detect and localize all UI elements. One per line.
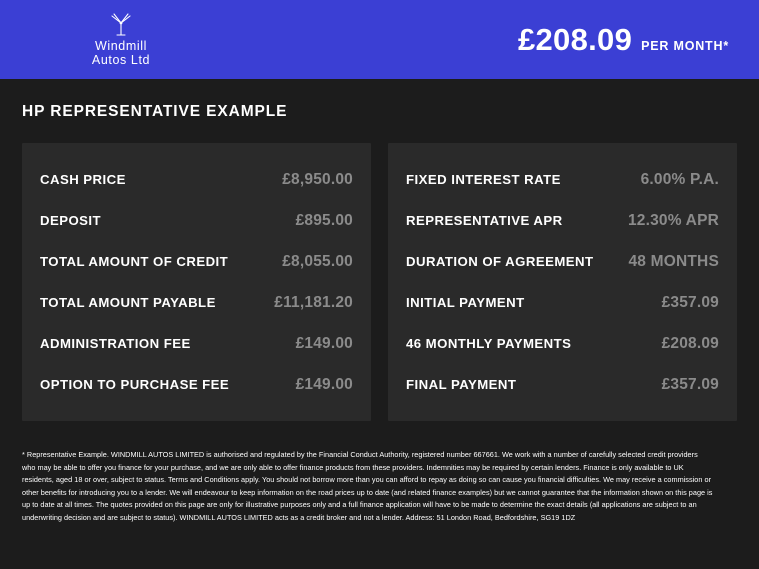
table-row [40,200,353,241]
right-details-panel [388,143,737,421]
row-value: 48 MONTHS [628,252,719,270]
row-value: £357.09 [661,375,719,393]
row-label: REPRESENTATIVE APR [406,212,563,228]
row-label: TOTAL AMOUNT PAYABLE [40,294,216,310]
row-value: 12.30% APR [627,211,719,229]
table-row [40,241,353,282]
left-details-panel [22,143,371,421]
disclaimer-text: * Representative Example. WINDMILL AUTOS LIMITED is authorised and regulated by the Financial Conduct Authority, registered number 667661. We work with a number of carefully selected credit providers who may be able to offer you finance for your purchase, and we are only able to offer finance products from these providers. Indemnities may be required by certain lenders. Finance is only available to UK residents, aged 18 or over, subject to status. Terms and Conditions apply. You should not borrow more than you can afford to repay as doing so can cause you financial difficulties. We may receive a commission or other benefits for introducing you to a lender. We will endeavour to keep information on the road prices up to date (and related finance examples) but we cannot guarantee that the information shown on this page is up to date at all times. The quotes provided on this page are only for illustrative purposes only and a full finance application will have to be made to determine the exact details (all applications are subject to an underwriting decision and are subject to status). WINDMILL AUTOS LIMITED acts as a credit broker and not a lender. Address: 51 London Road, Bedfordshire, SG19 1DZ [22,450,713,522]
row-label: INITIAL PAYMENT [406,294,525,310]
table-row [406,364,719,405]
windmill-icon [108,12,134,36]
monthly-price [518,24,735,55]
table-row [40,282,353,323]
row-value: £208.09 [661,334,719,352]
row-value: £357.09 [661,293,719,311]
row-label: DEPOSIT [40,212,102,228]
row-value: £149.00 [295,334,353,352]
table-row [406,323,719,364]
table-row [406,200,719,241]
table-row [406,159,719,200]
row-value: 6.00% P.A. [640,170,719,188]
row-value: £8,055.00 [282,252,353,270]
brand-logo[interactable] [0,12,230,67]
brand-name-line-1: Windmill [94,39,148,53]
table-row [406,241,719,282]
table-row [406,282,719,323]
row-value: £895.00 [295,211,353,229]
page-title: HP REPRESENTATIVE EXAMPLE [22,103,288,120]
row-label: CASH PRICE [40,171,126,187]
table-row [40,364,353,405]
finance-details [0,121,759,421]
table-row [40,323,353,364]
row-label: TOTAL AMOUNT OF CREDIT [40,253,229,269]
row-label: OPTION TO PURCHASE FEE [40,376,230,392]
row-label: FINAL PAYMENT [406,376,517,392]
row-label: 46 MONTHLY PAYMENTS [406,335,572,351]
price-period-label: PER MONTH* [641,39,729,53]
price-amount: £208.09 [517,22,633,57]
table-row [40,159,353,200]
row-label: ADMINISTRATION FEE [40,335,191,351]
brand-name-line-2: Autos Ltd [91,53,151,67]
row-label: FIXED INTEREST RATE [406,171,561,187]
row-label: DURATION OF AGREEMENT [406,253,594,269]
row-value: £8,950.00 [282,170,353,188]
row-value: £149.00 [295,375,353,393]
row-value: £11,181.20 [274,293,353,311]
page-header [0,0,759,79]
